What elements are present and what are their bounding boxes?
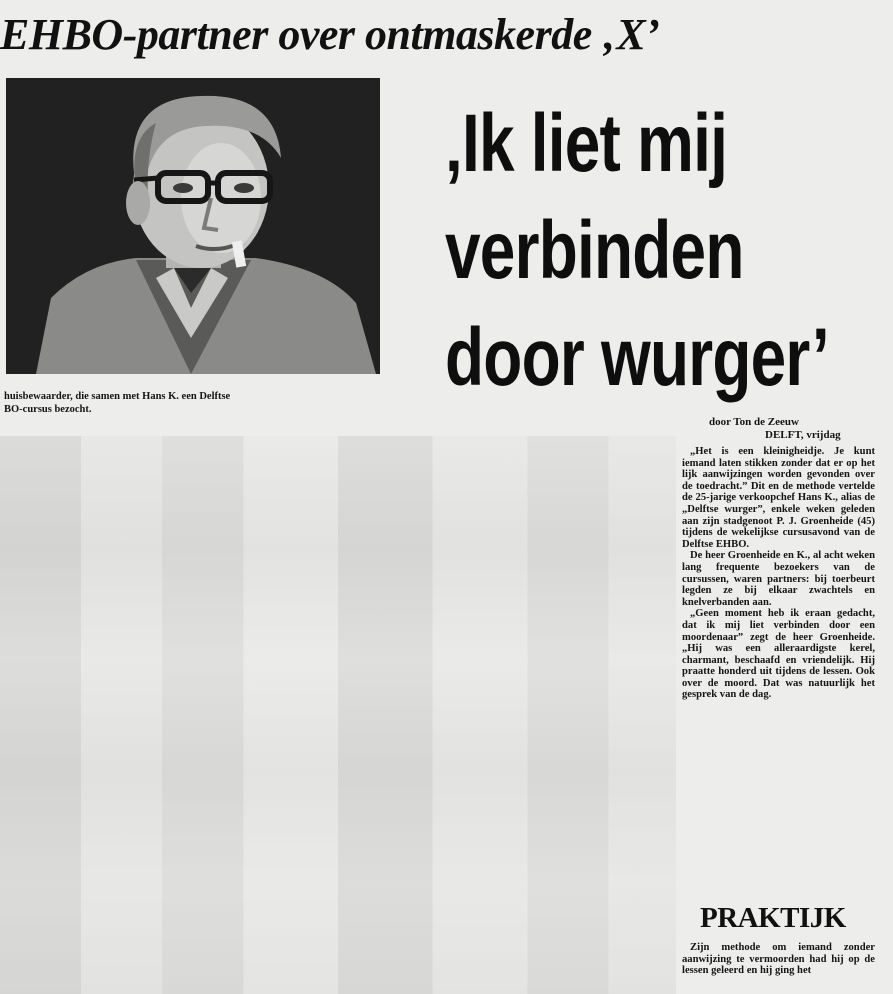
article-title (445, 90, 829, 411)
photo-caption (4, 390, 409, 416)
article-paragraph: „Geen moment heb ik eraan gedacht, dat ik mij liet verbinden door een moordenaar” zegt de heer Groenheide. „Hij was een alleraardigste kerel, charmant, beschaafd en vriendelijk. Hij praatte honderd uit tijdens de lessen. Ook over de moord. Dat was natuurlijk het gesprek van de dag. (682, 608, 875, 701)
portrait-photo-icon (6, 78, 380, 374)
article-body (682, 446, 875, 701)
title-line: door wurger’ (445, 312, 829, 403)
portrait-photo (6, 78, 380, 374)
section-subhead: PRAKTIJK (700, 902, 846, 934)
byline-author: door Ton de Zeeuw (709, 416, 799, 428)
title-line: verbinden (445, 205, 744, 296)
byline (683, 416, 883, 442)
article-paragraph: Zijn methode om iemand zonder aanwijzing te vermoorden had hij op de lessen geleerd en hij ging het (682, 942, 875, 977)
article-paragraph: „Het is een kleinigheidje. Je kunt iemand laten stikken zonder dat er op het lijk aanwijzingen worden gevonden over de toedracht.” Dit en de methode vertelde de 25-jarige verkoopchef Hans K., alias de „Delftse wurger”, enkele weken geleden aan zijn stadgenoot P. J. Groenheide (45) tijdens de wekelijkse cursusavond van de Delftse EHBO. (682, 446, 875, 550)
blurred-region (0, 436, 676, 994)
caption-line: huisbewaarder, die samen met Hans K. een Delftse (4, 391, 231, 402)
byline-dateline: DELFT, vrijdag (765, 429, 841, 441)
caption-line: BO-cursus bezocht. (4, 404, 92, 415)
article-body-continued (682, 942, 875, 977)
title-line: ‚Ik liet mij (445, 98, 728, 189)
main-headline: EHBO-partner over ontmaskerde ‚X’ (0, 10, 660, 59)
article-paragraph: De heer Groenheide en K., al acht weken lang frequente bezoekers van de cursussen, waren partners: bij toerbeurt legden ze bij elkaar zwachtels en knelverbanden aan. (682, 550, 875, 608)
